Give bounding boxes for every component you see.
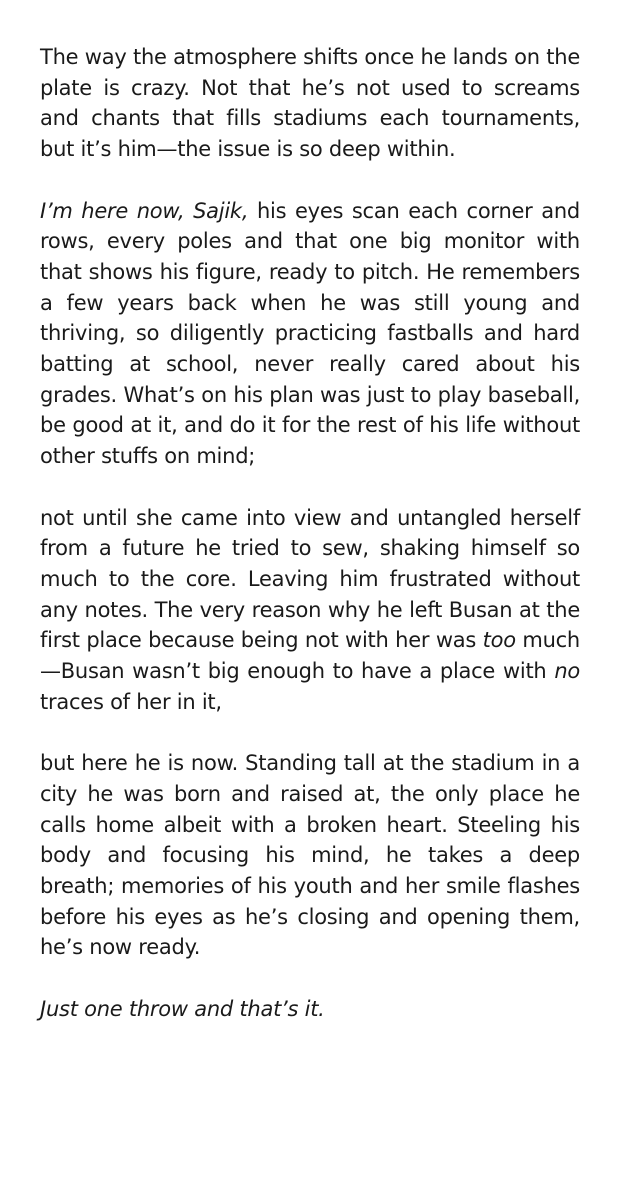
paragraph-text: but here he is now. Standing tall at the stadium in a city he was born and raised at, the only place he calls home albeit with a broken heart. Steeling his body and focusing his mind, he takes a deep breath; memories of his youth and her smile flashes before his eyes as he’s closing and opening them, he’s now ready.	[40, 751, 580, 960]
paragraph-italic-text: too	[482, 628, 516, 653]
paragraph-text: much—Busan wasn’t big enough to have a place with	[40, 628, 580, 684]
paragraph-italic-text: no	[554, 659, 580, 684]
paragraph-4	[40, 748, 580, 963]
paragraph-text: not until she came into view and untangled herself from a future he tried to sew, shaking himself so much to the core. Leaving him frustrated without any notes. The very reason why he left Busan at the first place because being not with her was	[40, 505, 580, 653]
closing-line: Just one throw and that’s it.	[40, 996, 325, 1021]
paragraph-italic-text: I’m here now, Sajik,	[40, 198, 249, 223]
paragraph-text: his eyes scan each corner and rows, every poles and that one big monitor with that shows his figure, ready to pitch. He remembers a few years back when he was still young and thriving, so diligently practicing fastballs and hard batting at school, never really cared about his grades. What’s on his plan was just to play baseball, be good at it, and do it for the rest of his life without other stuffs on mind;	[40, 198, 580, 469]
paragraph-text: The way the atmosphere shifts once he lands on the plate is crazy. Not that he’s not used to screams and chants that fills stadiums each tournaments, but it’s him—the issue is so deep within.	[40, 45, 580, 162]
paragraph-2	[40, 196, 580, 472]
paragraph-1	[40, 42, 580, 165]
paragraph-text: traces of her in it,	[40, 689, 222, 714]
document-page	[40, 42, 580, 1024]
paragraph-3	[40, 503, 580, 718]
